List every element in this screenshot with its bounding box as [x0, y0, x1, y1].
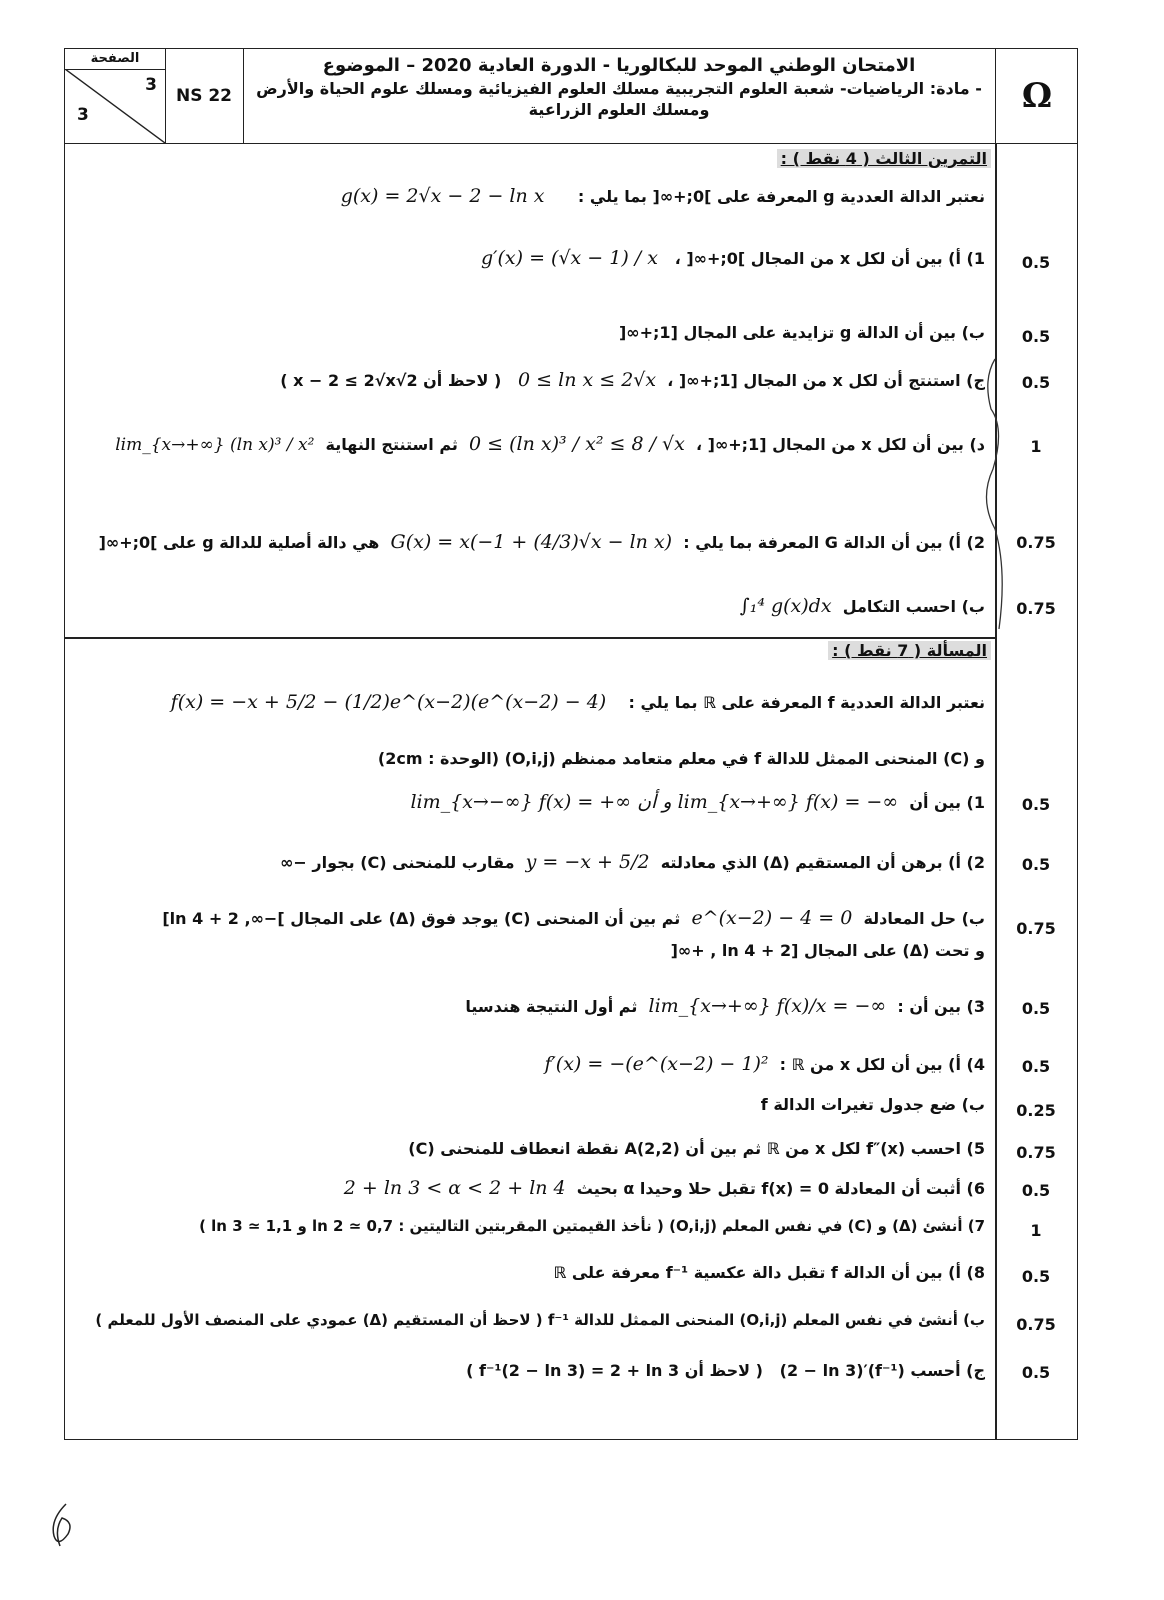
problem-q7: 7) أنشئ (Δ) و (C) في نفس المعلم (O,i,j) ( نأخذ القيمتين المقربتين التاليتين : ln 2 ≃ 0,7 و ln 3 ≃ 1,1 ) — [199, 1217, 985, 1235]
signature-scribble — [44, 1500, 84, 1550]
ex3-q1c: ج) استنتج أن لكل x من المجال [1;+∞[ ، 0 ≤ ln x ≤ 2√x ( لاحظ أن 2√x − 2 ≤ 2√x ) — [280, 369, 985, 391]
ex3-q1b: ب) بين أن الدالة g تزايدية على المجال [1;+∞[ — [618, 323, 985, 342]
problem-q4a: 4) أ) بين أن لكل x من ℝ : f′(x) = −(e^(x−2) − 1)² — [544, 1053, 985, 1075]
score: 0.75 — [1016, 1143, 1056, 1162]
omega-logo: Ω — [1021, 76, 1053, 116]
score: 0.5 — [1021, 1057, 1051, 1076]
problem-title: المسألة ( 7 نقط ) : — [828, 641, 991, 660]
exam-page — [64, 48, 1078, 1440]
score: 1 — [1030, 437, 1042, 456]
exam-code: NS 22 — [165, 49, 244, 143]
problem-q8b: ب) أنشئ في نفس المعلم (O,i,j) المنحنى الممثل للدالة f⁻¹ ( لاحظ أن المستقيم (Δ) عمودي على المنصف الأول للمعلم ) — [95, 1311, 985, 1329]
problem-q1: 1) بين أن lim_{x→−∞} f(x) = +∞ و أن lim_{x→+∞} f(x) = −∞ — [410, 791, 985, 813]
page-number: 3 — [145, 75, 157, 95]
exercise3-intro: نعتبر الدالة العددية g المعرفة على ]0;+∞[ بما يلي : g(x) = 2√x − 2 − ln x — [340, 185, 985, 207]
page-label: الصفحة — [65, 49, 165, 70]
problem-q8a: 8) أ) بين أن الدالة f تقبل دالة عكسية f⁻¹ معرفة على ℝ — [553, 1263, 985, 1282]
section-separator — [65, 637, 995, 639]
problem-q6: 6) أثبت أن المعادلة f(x) = 0 تقبل حلا وحيدا α بحيث 2 + ln 3 < α < 2 + ln 4 — [343, 1177, 985, 1199]
score: 0.5 — [1021, 1181, 1051, 1200]
handwritten-bracket — [965, 349, 1025, 639]
exam-title-box — [243, 49, 996, 143]
page-number-box — [65, 49, 166, 143]
problem-q5: 5) احسب f″(x) لكل x من ℝ ثم بين أن A(2,2) نقطة انعطاف للمنحنى (C) — [408, 1139, 985, 1158]
score: 0.5 — [1021, 1267, 1051, 1286]
problem-q2b-cont: و تحت (Δ) على المجال [2 + ln 4 , +∞[ — [670, 941, 985, 960]
score: 0.25 — [1016, 1101, 1056, 1120]
score: 0.75 — [1016, 599, 1056, 618]
score: 0.75 — [1016, 533, 1056, 552]
ex3-q2b: ب) احسب التكامل ∫₁⁴ g(x)dx — [739, 595, 985, 617]
problem-q8c: ج) أحسب (f⁻¹)′(2 − ln 3) ( لاحظ أن f⁻¹(2 − ln 3) = 2 + ln 3 ) — [466, 1361, 985, 1380]
score: 0.5 — [1021, 1363, 1051, 1382]
score: 0.75 — [1016, 1315, 1056, 1334]
problem-q4b: ب) ضع جدول تغيرات الدالة f — [760, 1095, 985, 1114]
ex3-q1a: 1) أ) بين أن لكل x من المجال ]0;+∞[ ، g′(x) = (√x − 1) / x — [481, 247, 985, 269]
ex3-q1d: د) بين أن لكل x من المجال [1;+∞[ ، 0 ≤ (ln x)³ / x² ≤ 8 / √x ثم استنتج النهاية lim_{x→+∞} (ln x)³ / x² — [115, 433, 985, 455]
exam-title: الامتحان الوطني الموحد للبكالوريا - الدورة العادية 2020 – الموضوع — [322, 55, 916, 76]
problem-curve: و (C) المنحنى الممثل للدالة f في معلم متعامد ممنظم (O,i,j) (الوحدة : 2cm) — [377, 749, 985, 768]
score: 0.75 — [1016, 919, 1056, 938]
score: 0.5 — [1021, 327, 1051, 346]
exercise3-title: التمرين الثالث ( 4 نقط ) : — [777, 149, 991, 168]
score: 0.5 — [1021, 253, 1051, 272]
score: 0.5 — [1021, 855, 1051, 874]
ex3-q2a: 2) أ) بين أن الدالة G المعرفة بما يلي : G(x) = x(−1 + (4/3)√x − ln x) هي دالة أصلية للدالة g على ]0;+∞[ — [98, 531, 985, 553]
problem-q2a: 2) أ) برهن أن المستقيم (Δ) الذي معادلته y = −x + 5/2 مقارب للمنحنى (C) بجوار −∞ — [280, 851, 985, 873]
page-total: 3 — [77, 105, 89, 125]
score: 1 — [1030, 1221, 1042, 1240]
problem-q2b: ب) حل المعادلة e^(x−2) − 4 = 0 ثم بين أن المنحنى (C) يوجد فوق (Δ) على المجال ]−∞, 2 + ln 4] — [162, 907, 985, 929]
problem-q3: 3) بين أن : lim_{x→+∞} f(x)/x = −∞ ثم أول النتيجة هندسيا — [465, 995, 985, 1017]
score: 0.5 — [1021, 373, 1051, 392]
exam-subject: - مادة: الرياضيات- شعبة العلوم التجريبية مسلك العلوم الفيزيائية ومسلك علوم الحياة والأرض ومسلك العلوم الزراعية — [256, 79, 982, 119]
problem-intro: نعتبر الدالة العددية f المعرفة على ℝ بما يلي : f(x) = −x + 5/2 − (1/2)e^(x−2)(e^(x−2) − 4) — [170, 691, 985, 713]
score: 0.5 — [1021, 999, 1051, 1018]
exam-header — [65, 49, 1077, 144]
score: 0.5 — [1021, 795, 1051, 814]
